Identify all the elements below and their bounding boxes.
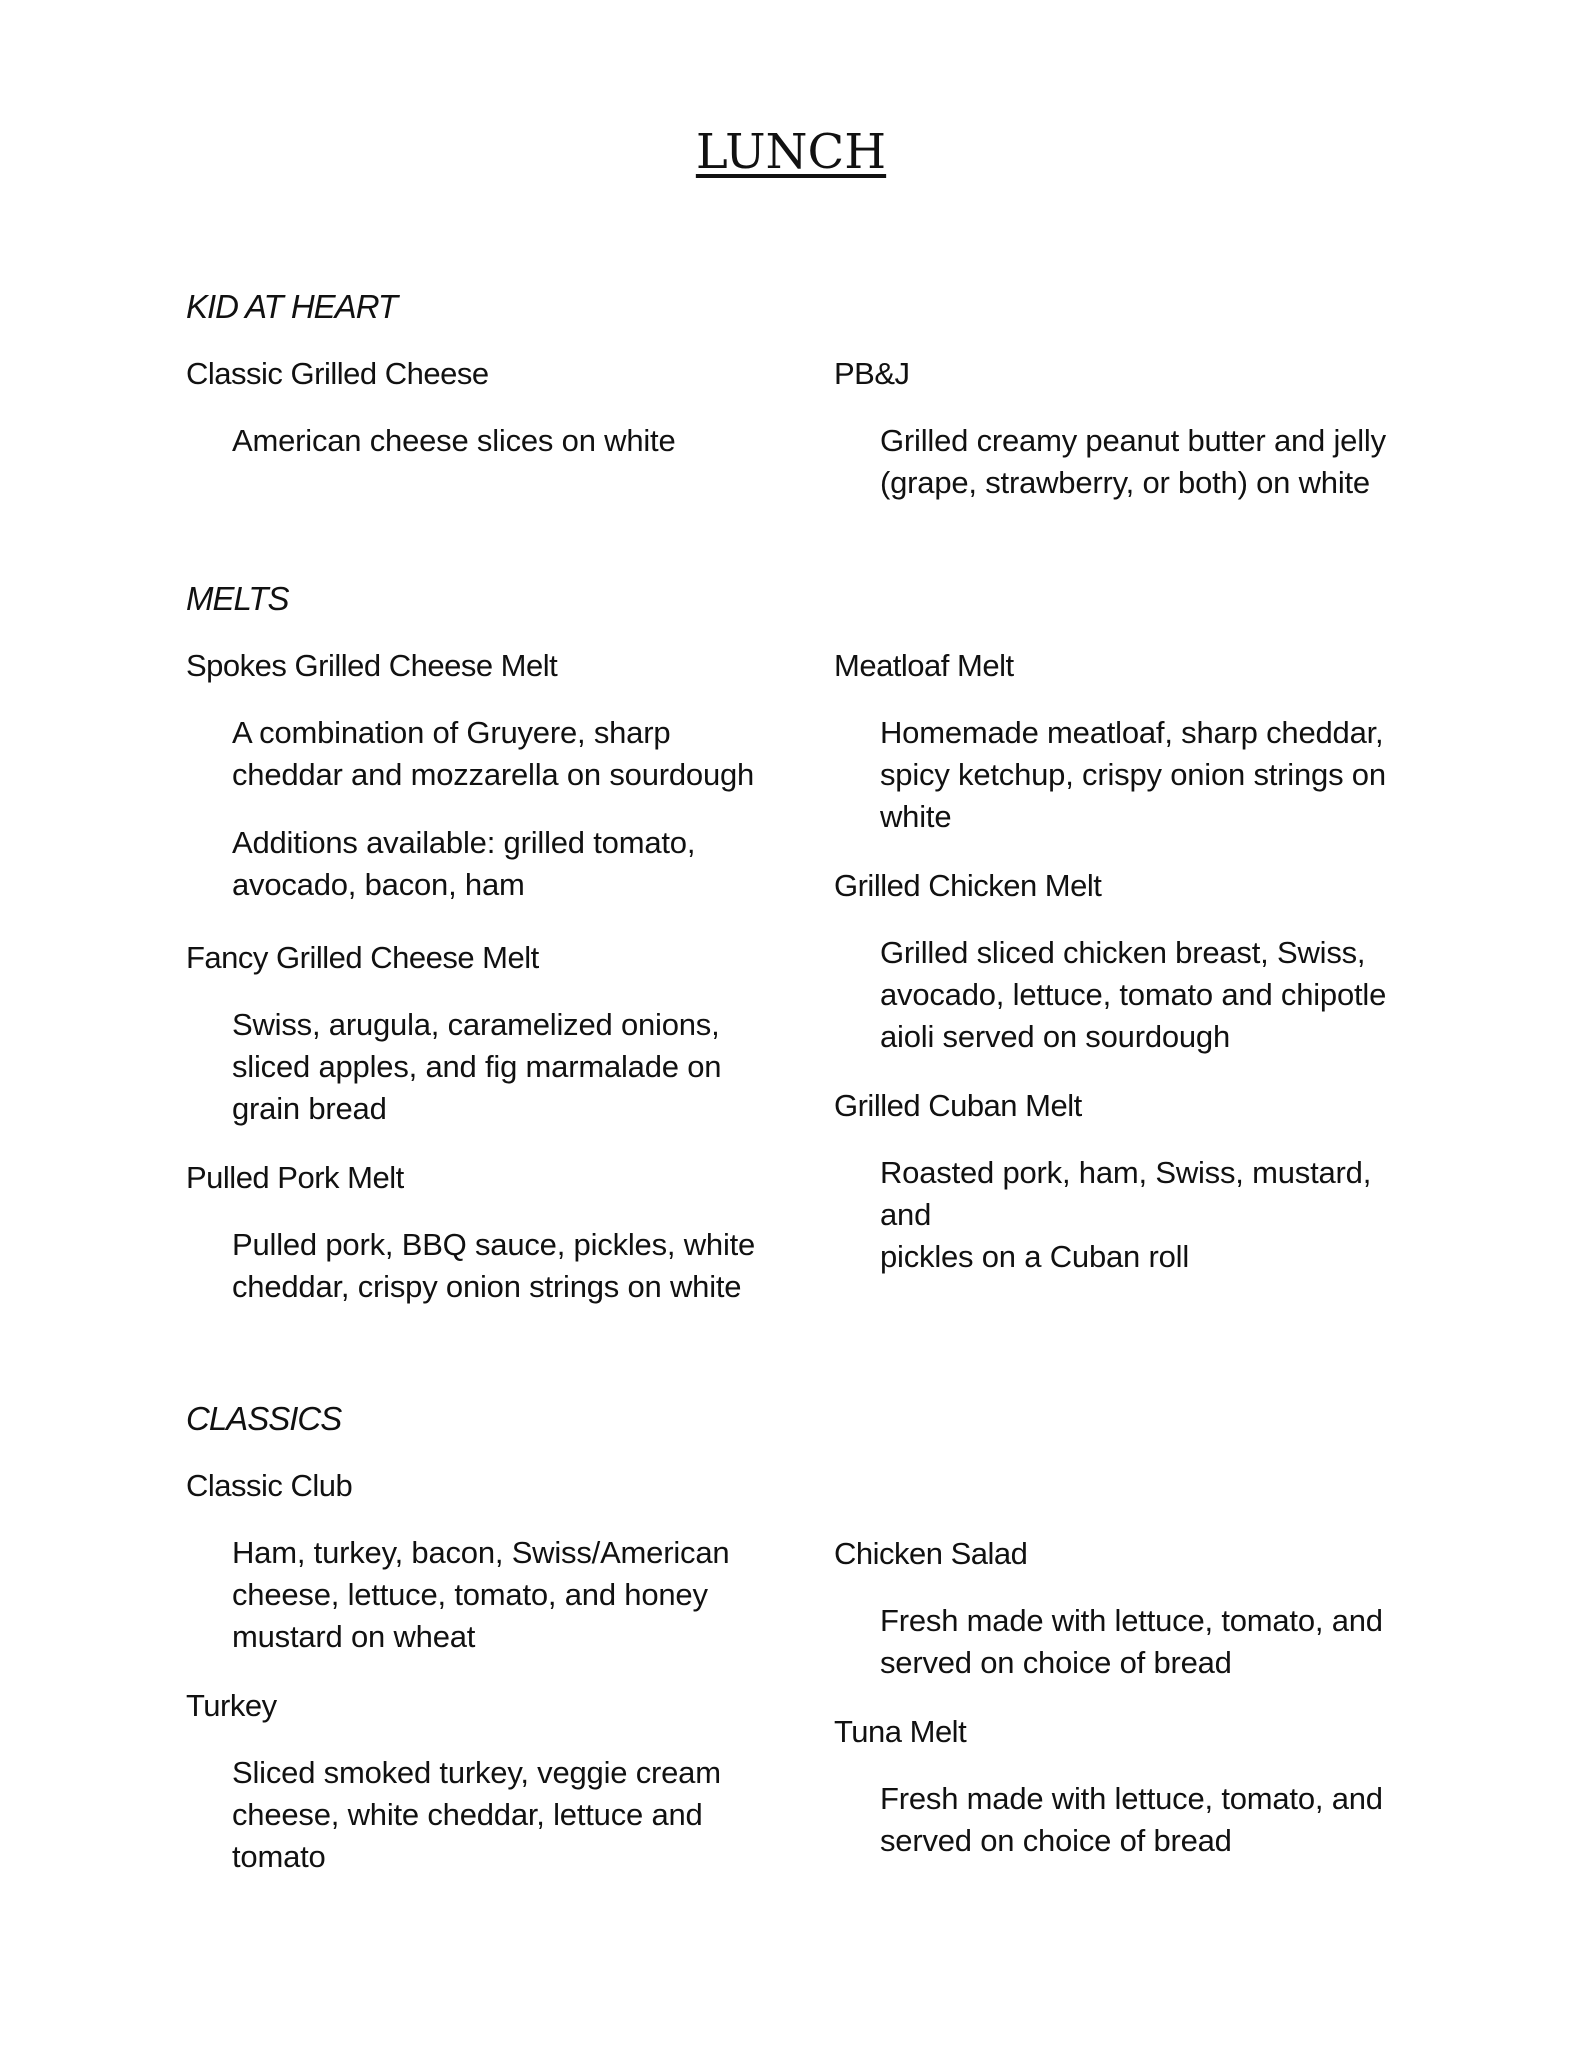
desc-line: Homemade meatloaf, sharp cheddar, [880, 715, 1384, 750]
desc-line: avocado, lettuce, tomato and chipotle [880, 977, 1387, 1012]
desc-line: grain bread [232, 1091, 387, 1126]
item-desc-cuban-melt [880, 1152, 1420, 1278]
desc-line: cheese, white cheddar, lettuce and [232, 1797, 703, 1832]
desc-line: sliced apples, and fig marmalade on [232, 1049, 722, 1084]
desc-line: American cheese slices on white [232, 423, 676, 458]
item-name-classic-grilled-cheese: Classic Grilled Cheese [186, 356, 489, 391]
desc-line: pickles on a Cuban roll [880, 1239, 1190, 1274]
item-desc-classic-grilled-cheese [232, 420, 772, 462]
desc-line: mustard on wheat [232, 1619, 476, 1654]
desc-line: aioli served on sourdough [880, 1019, 1231, 1054]
item-desc-pulled-pork-melt [232, 1224, 772, 1308]
desc-line: avocado, bacon, ham [232, 867, 525, 902]
item-desc-tuna-melt [880, 1778, 1420, 1862]
desc-line: (grape, strawberry, or both) on white [880, 465, 1370, 500]
item-name-tuna-melt: Tuna Melt [834, 1714, 967, 1749]
desc-line: served on choice of bread [880, 1823, 1232, 1858]
desc-line: Additions available: grilled tomato, [232, 825, 696, 860]
item-name-chicken-salad: Chicken Salad [834, 1536, 1028, 1571]
desc-line: cheddar and mozzarella on sourdough [232, 757, 755, 792]
item-desc-pbj [880, 420, 1420, 504]
item-name-cuban-melt: Grilled Cuban Melt [834, 1088, 1082, 1123]
desc-line: Grilled sliced chicken breast, Swiss, [880, 935, 1366, 970]
desc-line: tomato [232, 1839, 326, 1874]
desc-line: Ham, turkey, bacon, Swiss/American [232, 1535, 730, 1570]
desc-line: Fresh made with lettuce, tomato, and [880, 1603, 1383, 1638]
desc-line: white [880, 799, 952, 834]
item-name-meatloaf-melt: Meatloaf Melt [834, 648, 1014, 683]
desc-line: A combination of Gruyere, sharp [232, 715, 671, 750]
item-desc-spokes-melt [232, 712, 772, 796]
item-desc-fancy-melt [232, 1004, 772, 1130]
desc-line: Fresh made with lettuce, tomato, and [880, 1781, 1383, 1816]
item-name-grilled-chicken-melt: Grilled Chicken Melt [834, 868, 1102, 903]
item-name-fancy-melt: Fancy Grilled Cheese Melt [186, 940, 539, 975]
desc-line: Roasted pork, ham, Swiss, mustard, and [880, 1155, 1372, 1232]
desc-line: Swiss, arugula, caramelized onions, [232, 1007, 720, 1042]
desc-line: served on choice of bread [880, 1645, 1232, 1680]
desc-line: cheddar, crispy onion strings on white [232, 1269, 742, 1304]
desc-line: spicy ketchup, crispy onion strings on [880, 757, 1386, 792]
desc-line: Sliced smoked turkey, veggie cream [232, 1755, 721, 1790]
item-name-pbj: PB&J [834, 356, 910, 391]
desc-line: Grilled creamy peanut butter and jelly [880, 423, 1386, 458]
item-desc-grilled-chicken-melt [880, 932, 1420, 1058]
item-name-spokes-melt: Spokes Grilled Cheese Melt [186, 648, 558, 683]
item-desc-classic-club [232, 1532, 772, 1658]
item-desc-meatloaf-melt [880, 712, 1420, 838]
item-name-pulled-pork-melt: Pulled Pork Melt [186, 1160, 404, 1195]
page-title: LUNCH [695, 124, 887, 180]
item-name-classic-club: Classic Club [186, 1468, 353, 1503]
desc-line: Pulled pork, BBQ sauce, pickles, white [232, 1227, 756, 1262]
desc-line: cheese, lettuce, tomato, and honey [232, 1577, 708, 1612]
item-desc-turkey [232, 1752, 772, 1878]
item-additions-spokes-melt [232, 822, 772, 906]
item-desc-chicken-salad [880, 1600, 1420, 1684]
item-name-turkey: Turkey [186, 1688, 277, 1723]
section-heading-kid-at-heart: KID AT HEART [186, 288, 398, 325]
section-heading-classics: CLASSICS [186, 1400, 342, 1437]
section-heading-melts: MELTS [186, 580, 289, 617]
